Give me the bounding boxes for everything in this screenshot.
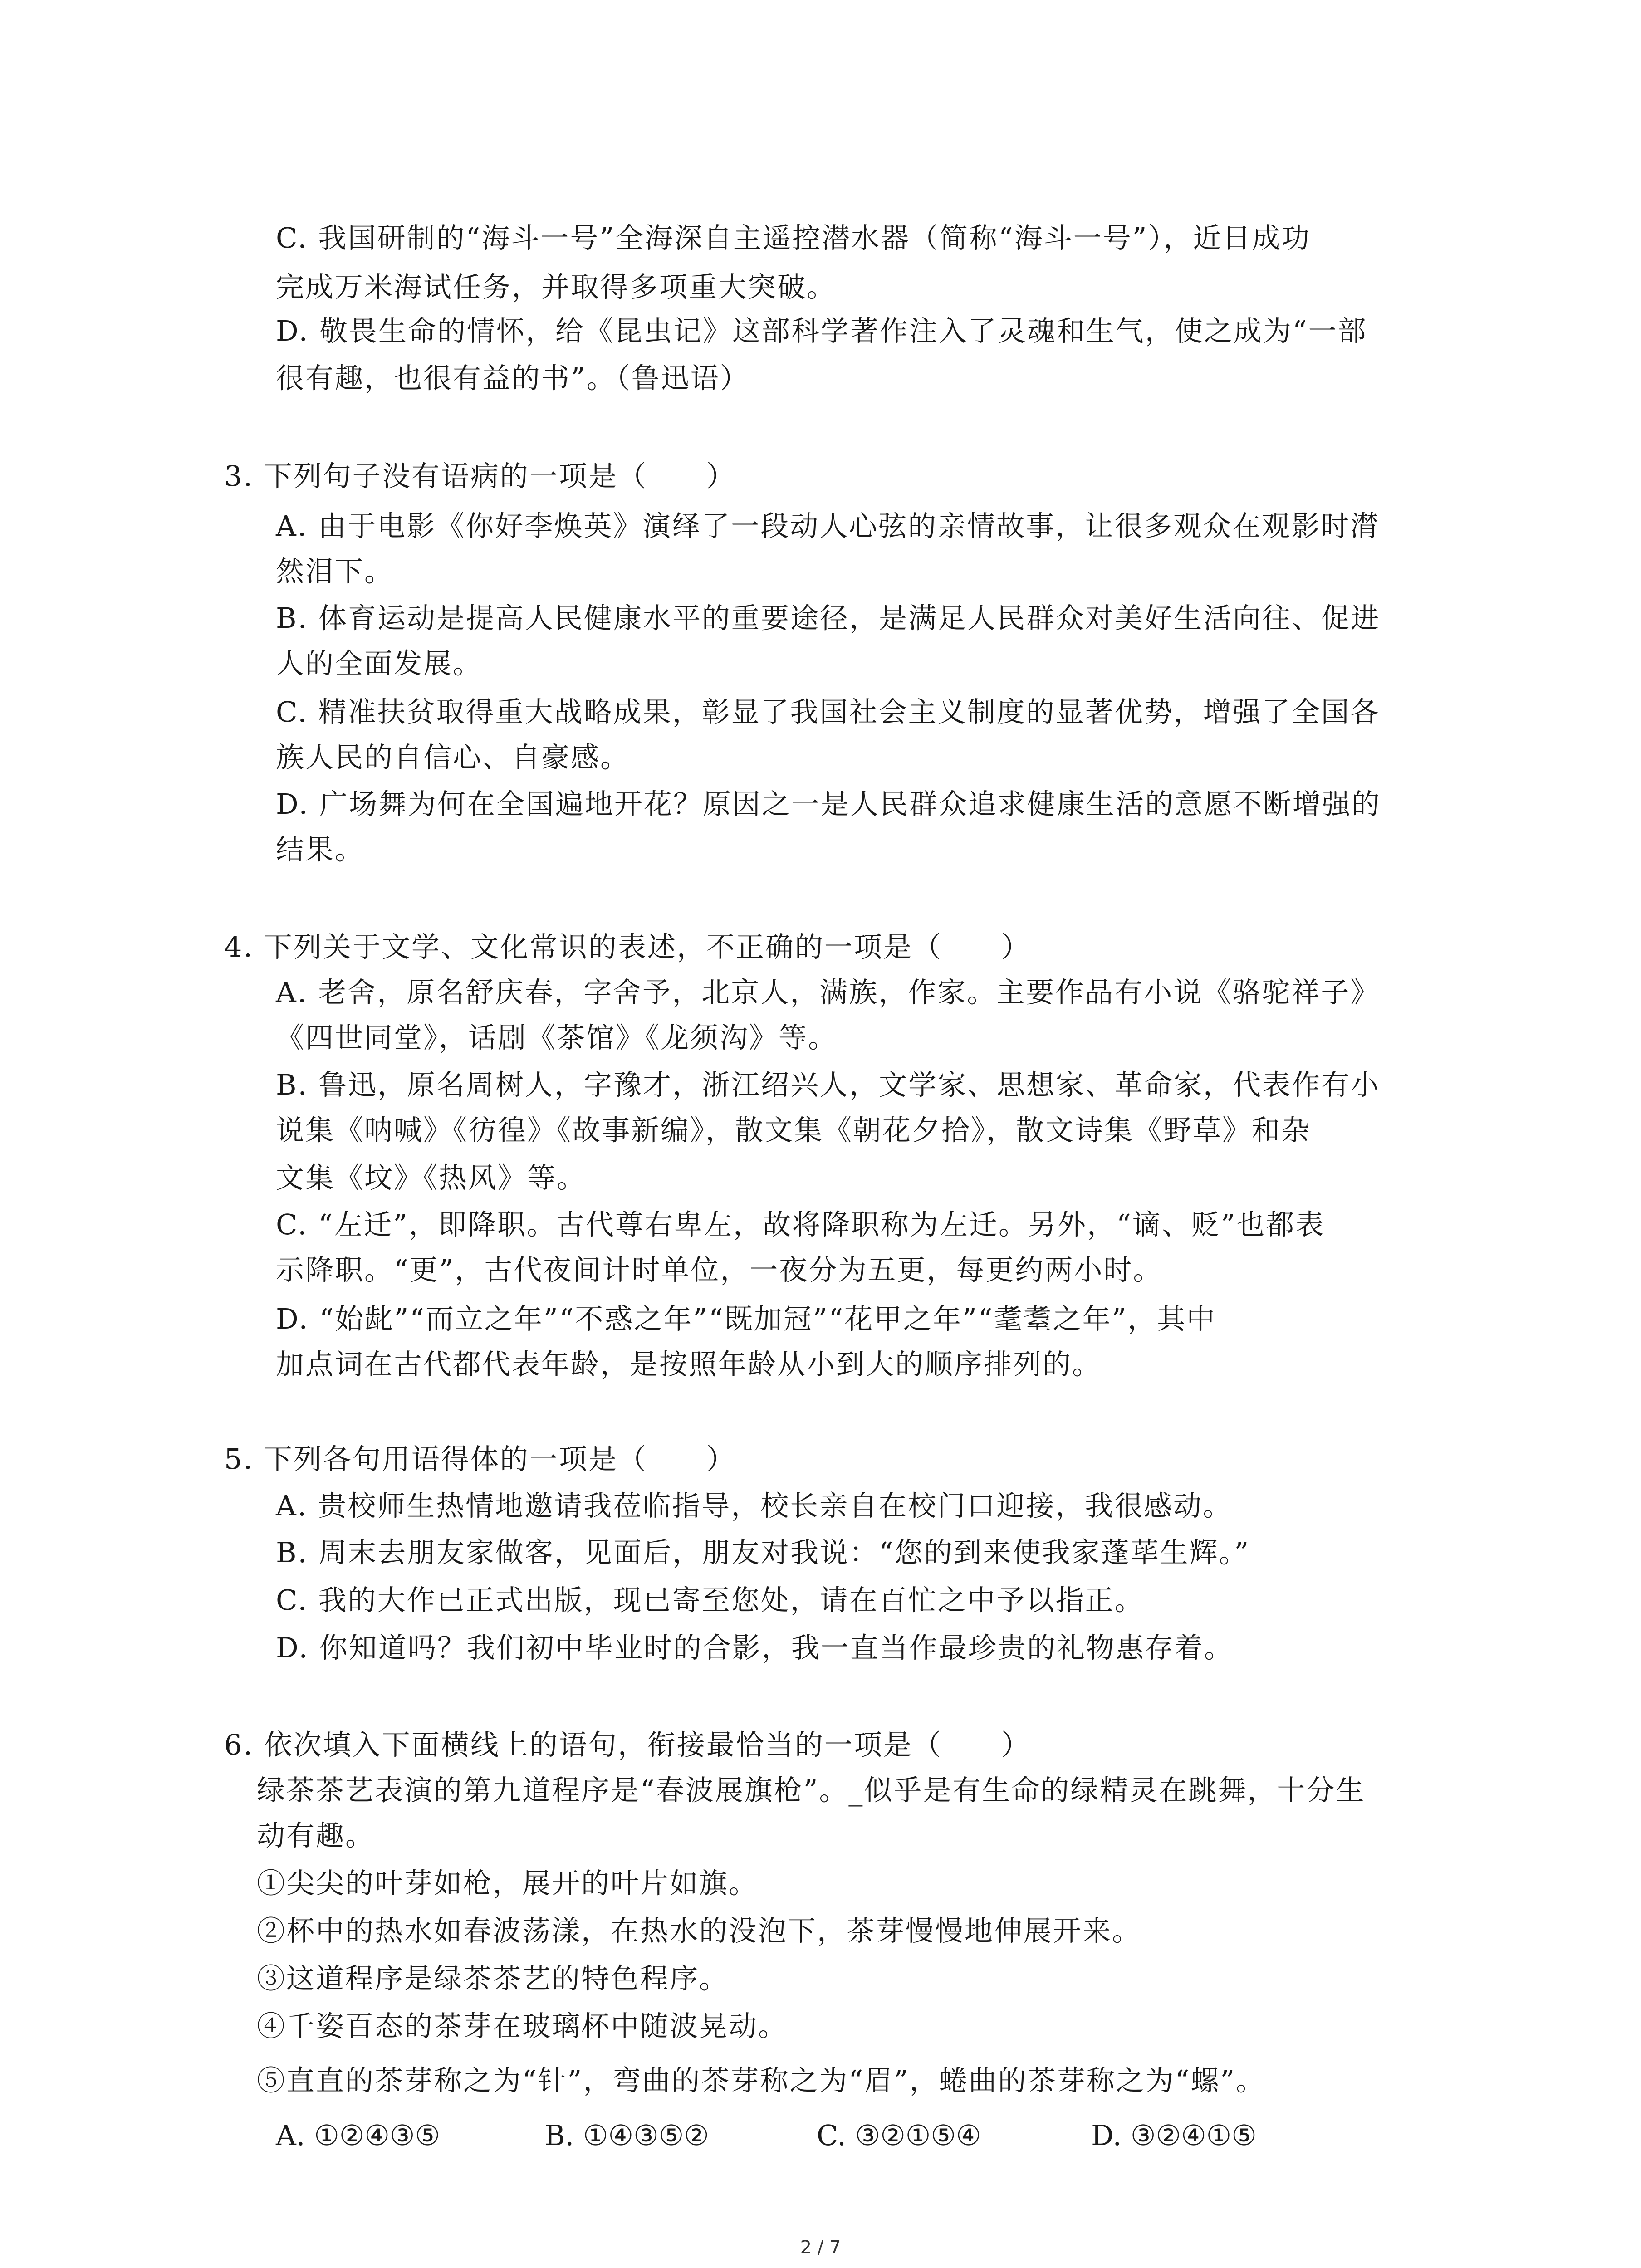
q5-option-a: A. 贵校师生热情地邀请我莅临指导，校长亲自在校门口迎接，我很感动。 bbox=[276, 1489, 1233, 1522]
q6-option-c: C. ③②①⑤④ bbox=[817, 2119, 981, 2152]
page-number: 2 / 7 bbox=[800, 2237, 841, 2258]
q3-option-c-line2: 族人民的自信心、自豪感。 bbox=[276, 741, 630, 774]
q3-option-d-line1: D. 广场舞为何在全国遍地开花？原因之一是人民群众追求健康生活的意愿不断增强的 bbox=[276, 787, 1381, 821]
question-4-stem: 4. 下列关于文学、文化常识的表述，不正确的一项是（ ） bbox=[224, 930, 1031, 963]
q2-option-d-line2: 很有趣，也很有益的书”。（鲁迅语） bbox=[276, 362, 749, 395]
q6-sentence-5: ⑤直直的茶芽称之为“针”，弯曲的茶芽称之为“眉”，蜷曲的茶芽称之为“螺”。 bbox=[257, 2064, 1266, 2097]
q6-sentence-4: ④千姿百态的茶芽在玻璃杯中随波晃动。 bbox=[257, 2009, 788, 2043]
q6-passage-line2: 动有趣。 bbox=[257, 1819, 375, 1852]
q3-option-b-line1: B. 体育运动是提高人民健康水平的重要途径，是满足人民群众对美好生活向往、促进 bbox=[276, 601, 1380, 635]
q4-option-d-line1: D. “始龀”“而立之年”“不惑之年”“既加冠”“花甲之年”“耄耋之年”，其中 bbox=[276, 1302, 1216, 1335]
q5-option-d: D. 你知道吗？我们初中毕业时的合影，我一直当作最珍贵的礼物惠存着。 bbox=[276, 1631, 1234, 1664]
q3-option-c-line1: C. 精准扶贫取得重大战略成果，彰显了我国社会主义制度的显著优势，增强了全国各 bbox=[276, 695, 1380, 728]
q6-sentence-2: ②杯中的热水如春波荡漾，在热水的没泡下，茶芽慢慢地伸展开来。 bbox=[257, 1914, 1142, 1947]
q4-option-c-line2: 示降职。“更”，古代夜间计时单位，一夜分为五更，每更约两小时。 bbox=[276, 1253, 1163, 1286]
q3-option-b-line2: 人的全面发展。 bbox=[276, 647, 483, 680]
q4-option-b-line1: B. 鲁迅，原名周树人，字豫才，浙江绍兴人，文学家、思想家、革命家，代表作有小 bbox=[276, 1068, 1380, 1101]
q6-passage-line1: 绿茶茶艺表演的第九道程序是“春波展旗枪”。_似乎是有生命的绿精灵在跳舞，十分生 bbox=[257, 1774, 1366, 1807]
q5-option-b: B. 周末去朋友家做客，见面后，朋友对我说：“您的到来使我家蓬荜生辉。” bbox=[276, 1536, 1250, 1569]
q2-option-c-line1: C. 我国研制的“海斗一号”全海深自主遥控潜水器（简称“海斗一号”），近日成功 bbox=[276, 221, 1311, 254]
q3-option-d-line2: 结果。 bbox=[276, 833, 365, 866]
q2-option-d-line1: D. 敬畏生命的情怀，给《昆虫记》这部科学著作注入了灵魂和生气，使之成为“一部 bbox=[276, 314, 1367, 347]
q4-option-c-line1: C. “左迁”，即降职。古代尊右卑左，故将降职称为左迁。另外，“谪、贬”也都表 bbox=[276, 1208, 1325, 1241]
q6-sentence-3: ③这道程序是绿茶茶艺的特色程序。 bbox=[257, 1962, 729, 1995]
q3-option-a-line1: A. 由于电影《你好李焕英》演绎了一段动人心弦的亲情故事，让很多观众在观影时潸 bbox=[276, 509, 1380, 543]
q2-option-c-line2: 完成万米海试任务，并取得多项重大突破。 bbox=[276, 270, 837, 303]
question-5-stem: 5. 下列各句用语得体的一项是（ ） bbox=[224, 1442, 736, 1476]
q4-option-b-line3: 文集《坟》《热风》等。 bbox=[276, 1161, 587, 1194]
q4-option-d-line2: 加点词在古代都代表年龄，是按照年龄从小到大的顺序排列的。 bbox=[276, 1348, 1102, 1381]
q6-option-b: B. ①④③⑤② bbox=[544, 2119, 709, 2152]
q6-sentence-1: ①尖尖的叶芽如枪，展开的叶片如旗。 bbox=[257, 1867, 759, 1900]
q4-option-b-line2: 说集《呐喊》《彷徨》《故事新编》，散文集《朝花夕拾》，散文诗集《野草》和杂 bbox=[276, 1114, 1311, 1147]
q4-option-a-line2: 《四世同堂》，话剧《茶馆》《龙须沟》等。 bbox=[276, 1021, 838, 1054]
q3-option-a-line2: 然泪下。 bbox=[276, 555, 394, 588]
question-6-stem: 6. 依次填入下面横线上的语句，衔接最恰当的一项是（ ） bbox=[224, 1728, 1031, 1761]
q6-option-d: D. ③②④①⑤ bbox=[1091, 2119, 1257, 2152]
q4-option-a-line1: A. 老舍，原名舒庆春，字舍予，北京人，满族，作家。主要作品有小说《骆驼祥子》 bbox=[276, 976, 1380, 1009]
question-3-stem: 3. 下列句子没有语病的一项是（ ） bbox=[224, 459, 736, 493]
q6-option-a: A. ①②④③⑤ bbox=[276, 2119, 441, 2152]
q5-option-c: C. 我的大作已正式出版，现已寄至您处，请在百忙之中予以指正。 bbox=[276, 1584, 1144, 1617]
